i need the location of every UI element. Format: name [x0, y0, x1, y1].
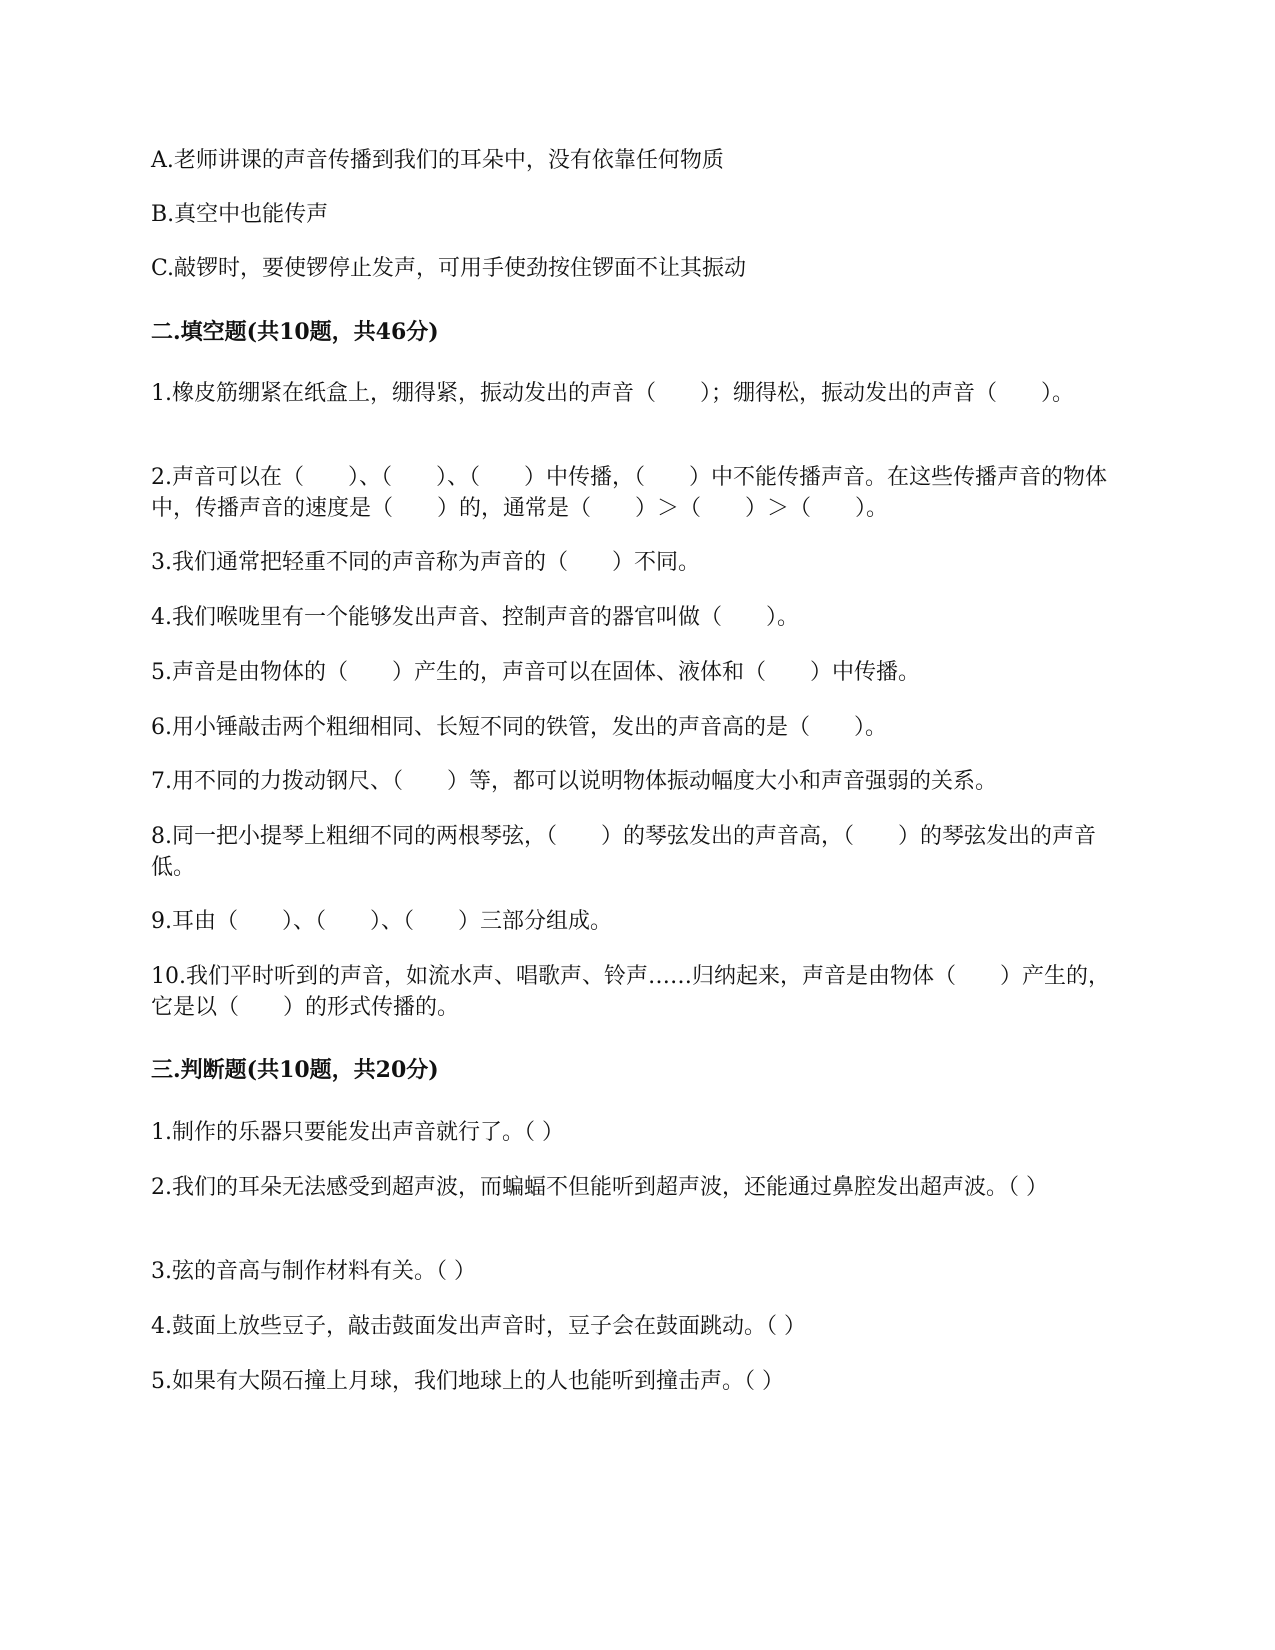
fill-blank-question-10: 10.我们平时听到的声音，如流水声、唱歌声、铃声……归纳起来，声音是由物体（ ）产生的，它是以（ ）的形式传播的。 — [151, 964, 1110, 1020]
fill-blank-question-3: 3.我们通常把轻重不同的声音称为声音的（ ）不同。 — [151, 550, 700, 575]
fill-blank-question-2: 2.声音可以在（ ）、（ ）、（ ）中传播，（ ）中不能传播声音。在这些传播声音的物体中，传播声音的速度是（ ）的，通常是（ ）＞（ ）＞（ ）。 — [151, 465, 1107, 521]
true-false-question-3: 3.弦的音高与制作材料有关。（ ） — [151, 1259, 476, 1284]
section-heading-fill-blank: 二.填空题(共10题，共46分) — [151, 319, 439, 345]
true-false-question-4: 4.鼓面上放些豆子，敲击鼓面发出声音时，豆子会在鼓面跳动。（ ） — [151, 1314, 806, 1339]
fill-blank-question-8: 8.同一把小提琴上粗细不同的两根琴弦，（ ）的琴弦发出的声音高，（ ）的琴弦发出的声音低。 — [151, 824, 1096, 880]
fill-blank-question-9: 9.耳由（ ）、（ ）、（ ）三部分组成。 — [151, 909, 612, 934]
true-false-question-5: 5.如果有大陨石撞上月球，我们地球上的人也能听到撞击声。（ ） — [151, 1369, 784, 1394]
section-heading-true-false: 三.判断题(共10题，共20分) — [151, 1057, 439, 1083]
fill-blank-question-1: 1.橡皮筋绷紧在纸盒上，绷得紧，振动发出的声音（ ）；绷得松，振动发出的声音（ ）。 — [151, 381, 1074, 406]
option-a: A.老师讲课的声音传播到我们的耳朵中，没有依靠任何物质 — [151, 148, 724, 173]
fill-blank-question-4: 4.我们喉咙里有一个能够发出声音、控制声音的器官叫做（ ）。 — [151, 605, 799, 630]
option-b: B.真空中也能传声 — [151, 202, 329, 227]
true-false-question-1: 1.制作的乐器只要能发出声音就行了。（ ） — [151, 1120, 564, 1145]
fill-blank-question-5: 5.声音是由物体的（ ）产生的，声音可以在固体、液体和（ ）中传播。 — [151, 660, 920, 685]
fill-blank-question-7: 7.用不同的力拨动钢尺、（ ）等，都可以说明物体振动幅度大小和声音强弱的关系。 — [151, 769, 997, 794]
option-c: C.敲锣时，要使锣停止发声，可用手使劲按住锣面不让其振动 — [151, 256, 747, 281]
true-false-question-2: 2.我们的耳朵无法感受到超声波，而蝙蝠不但能听到超声波，还能通过鼻腔发出超声波。（ ） — [151, 1175, 1048, 1200]
fill-blank-question-6: 6.用小锤敲击两个粗细相同、长短不同的铁管，发出的声音高的是（ ）。 — [151, 715, 887, 740]
